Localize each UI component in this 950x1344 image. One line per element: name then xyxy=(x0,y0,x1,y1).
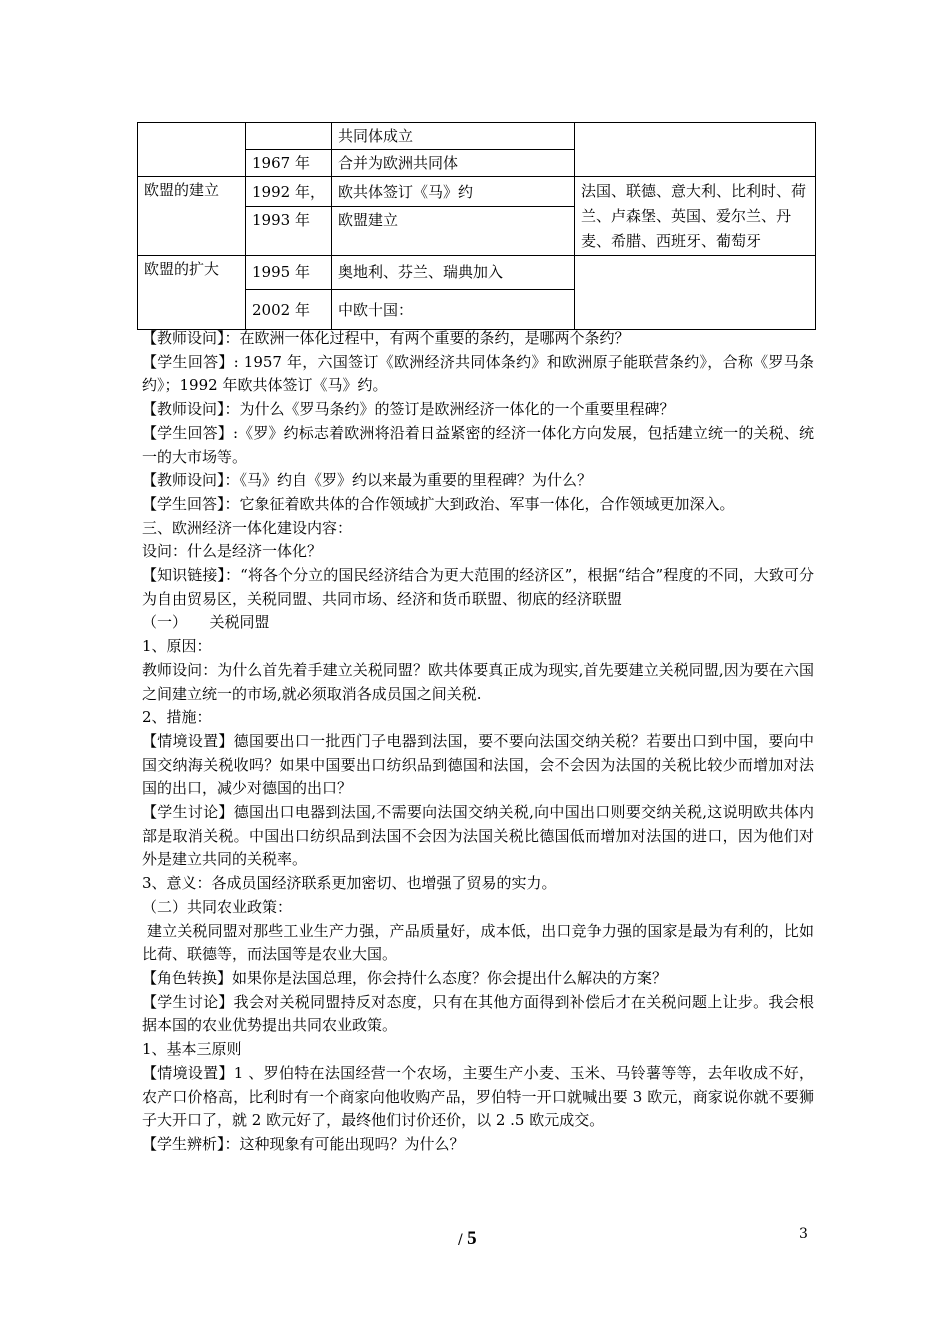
paragraph: 【学生辨析】：这种现象有可能出现吗？为什么？ xyxy=(142,1134,465,1153)
page-count-prefix: / xyxy=(458,1232,468,1248)
paragraph: 【情境设置】德国要出口一批西门子电器到法国，要不要向法国交纳关税？若要出口到中国，要向中国交纳海关税收吗？如果中国要出口纺织品到德国和法国，会不会因为法国的关税比较少而增加对法国的出口，减少对德国的出口？ xyxy=(142,731,814,798)
paragraph: 【学生回答】：它象征着欧共体的合作领域扩大到政治、军事一体化，合作领域更加深入。 xyxy=(142,494,735,513)
table-cell-year xyxy=(246,123,332,150)
paragraph: 【教师设问】：《马》约自《罗》约以来最为重要的里程碑？为什么？ xyxy=(142,471,593,490)
paragraph: 【知识链接】：“将各个分立的国民经济结合为更大范围的经济区”，根据“结合”程度的不同，大致可分为自由贸易区，关税同盟、共同市场、经济和货币联盟、彻底的经济联盟 xyxy=(142,566,814,608)
table-cell-stage xyxy=(138,123,246,177)
paragraph: 3、意义：各成员国经济联系更加密切、也增强了贸易的实力。 xyxy=(142,874,557,893)
table-cell-event: 共同体成立 xyxy=(332,123,575,150)
paragraph: 【情境设置】1 、罗伯特在法国经营一个农场，主要生产小麦、玉米、马铃薯等等，去年收成不好，农产口价格高，比利时有一个商家向他收购产品，罗伯特一开口就喊出要 3 欧元，商家说你就不要狮子大开口了，就 2 欧元好了，最终他们讨价还价，以 2 .5 欧元成交。 xyxy=(142,1063,814,1130)
section-heading: 三、欧洲经济一体化建设内容： xyxy=(142,518,353,537)
table-cell-year: 1967 年 xyxy=(246,150,332,177)
table-row xyxy=(138,123,816,150)
table-cell-empty xyxy=(575,123,816,177)
paragraph: 【学生讨论】我会对关税同盟持反对态度，只有在其他方面得到补偿后才在关税问题上让步。我会根据本国的农业优势提出共同农业政策。 xyxy=(142,992,814,1035)
table-row xyxy=(138,177,816,207)
paragraph: 设问：什么是经济一体化？ xyxy=(142,542,323,561)
table-cell-year: 1992 年， xyxy=(246,177,332,207)
paragraph: 1、基本三原则 xyxy=(142,1040,242,1059)
table-cell-event: 奥地利、芬兰、瑞典加入 xyxy=(332,256,575,290)
table-cell-event: 欧共体签订《马》约 xyxy=(332,177,575,207)
table-cell-empty xyxy=(575,256,816,330)
page-count xyxy=(458,1228,477,1250)
paragraph: 【学生回答】: 1957 年，六国签订《欧洲经济共同体条约》和欧洲原子能联营条约》，合称《罗马条约》；1992 年欧共体签订《马》约。 xyxy=(142,352,814,395)
table-cell-event: 合并为欧洲共同体 xyxy=(332,150,575,177)
table-cell-year: 1993 年 xyxy=(246,207,332,256)
page-total: 5 xyxy=(467,1228,477,1249)
paragraph: 【学生讨论】德国出口电器到法国,不需要向法国交纳关税,向中国出口则要交纳关税,这说明欧共体内部是取消关税。中国出口纺织品到法国不会因为法国关税比德国低而增加对法国的进口，因为他们对外是建立共同的关税率。 xyxy=(142,803,814,869)
page-number: 3 xyxy=(799,1226,808,1242)
paragraph: 【学生回答】:《罗》约标志着欧洲将沿着日益紧密的经济一体化方向发展，包括建立统一的关税、统一的大市场等。 xyxy=(142,423,814,466)
body-text xyxy=(142,327,814,1157)
paragraph: 1、原因： xyxy=(142,637,212,656)
eu-history-table xyxy=(137,122,816,330)
table-cell-event: 欧盟建立 xyxy=(332,207,575,256)
paragraph: 建立关税同盟对那些工业生产力强，产品质量好，成本低，出口竞争力强的国家是最为有利的，比如比荷、联德等，而法国等是农业大国。 xyxy=(142,921,814,964)
paragraph: 【角色转换】如果你是法国总理，你会持什么态度？你会提出什么解决的方案？ xyxy=(142,968,668,987)
paragraph: 【教师设问】：在欧洲一体化过程中，有两个重要的条约，是哪两个条约？ xyxy=(142,329,630,347)
subsection-heading: （二）共同农业政策： xyxy=(142,897,293,916)
table-cell-year: 2002 年 xyxy=(246,290,332,330)
table-cell-members: 法国、联德、意大利、比利时、荷兰、卢森堡、英国、爱尔兰、丹麦、希腊、西班牙、葡萄牙 xyxy=(575,177,816,256)
subsection-heading: （一） 关税同盟 xyxy=(142,613,270,632)
paragraph: 【教师设问】：为什么《罗马条约》的签订是欧洲经济一体化的一个重要里程碑？ xyxy=(142,400,675,419)
table-cell-stage: 欧盟的建立 xyxy=(138,177,246,256)
paragraph: 教师设问：为什么首先着手建立关税同盟？欧共体要真正成为现实,首先要建立关税同盟,因为要在六国之间建立统一的市场,就必须取消各成员国之间关税. xyxy=(142,660,814,703)
paragraph: 2、措施： xyxy=(142,708,212,727)
table-cell-event: 中欧十国： xyxy=(332,290,575,330)
table-cell-stage: 欧盟的扩大 xyxy=(138,256,246,330)
table-cell-year: 1995 年 xyxy=(246,256,332,290)
table-row xyxy=(138,256,816,290)
